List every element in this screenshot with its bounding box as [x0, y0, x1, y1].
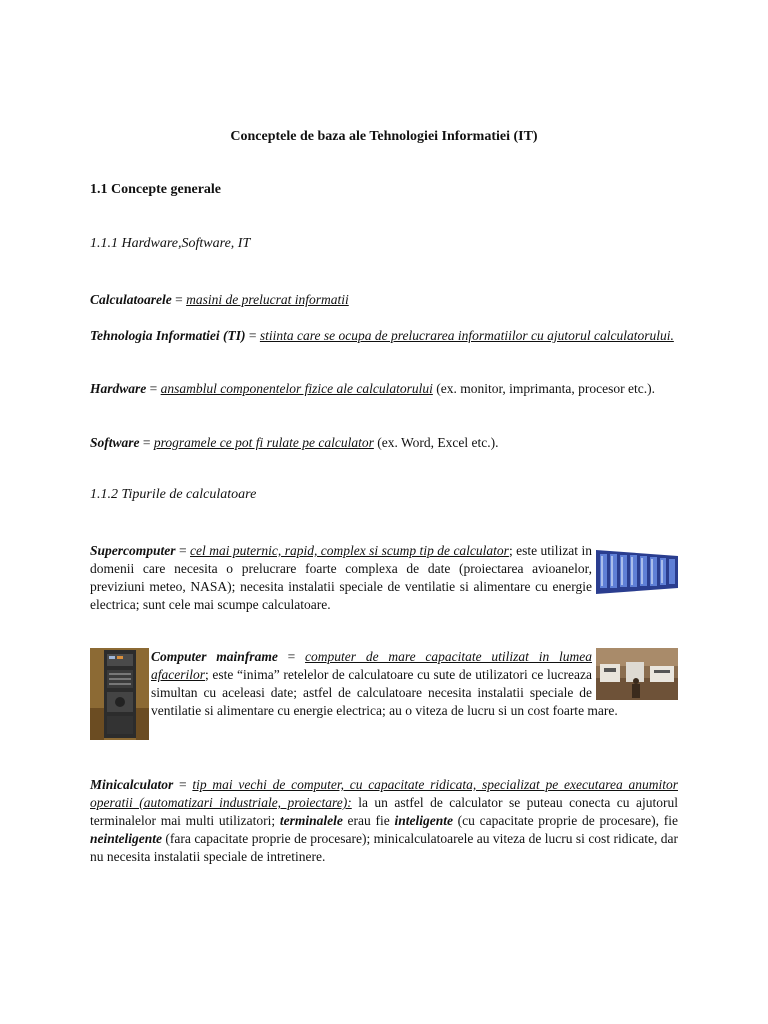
- term-terminalele: terminalele: [279, 813, 343, 828]
- supercomputer-description: ; este utilizat in domenii care necesita o prelucrare foarte complexa de date (proiectarea avioanelor, previziuni meteo, NASA); necesita instalatii speciale de ventilatie si alimentare cu energie electrica; sunt cele mai scumpe calculatoare.: [90, 543, 592, 612]
- definition-hardware: ansamblul componentelor fizice ale calculatorului: [160, 381, 433, 396]
- definition-supercomputer: cel mai puternic, rapid, complex si scump tip de calculator: [190, 543, 509, 558]
- minicalculator-text-1: la un astfel de calculator se puteau conecta cu ajutorul terminalelor mai multi utilizatori;: [90, 795, 678, 828]
- term-tehnologia-informatiei: Tehnologia Informatiei (TI): [90, 328, 246, 343]
- minicalculator-text-3: (cu capacitate proprie de procesare), fie: [452, 813, 678, 828]
- definition-mainframe: computer de mare capacitate utilizat in lumea afacerilor: [151, 649, 593, 682]
- term-calculatoarele: Calculatoarele: [90, 292, 172, 307]
- definition-tehnologia-informatiei: stiinta care se ocupa de prelucrarea informatiilor cu ajutorul calculatorului.: [259, 328, 674, 343]
- equals-sign: =: [277, 649, 306, 664]
- software-examples: (ex. Word, Excel etc.).: [373, 435, 499, 450]
- minicalculator-text-4: (fara capacitate proprie de procesare); minicalculatoarele au viteza de lucru si cost ridicate, dar nu necesita instalatii speciale de intretinere.: [90, 831, 678, 864]
- term-mainframe: Computer mainframe: [151, 649, 278, 664]
- subsection-heading-tipuri: 1.1.2 Tipurile de calculatoare: [90, 487, 257, 502]
- paragraph-supercomputer: [90, 542, 678, 614]
- paragraph-software: [90, 434, 678, 452]
- equals-sign: =: [139, 435, 154, 450]
- equals-sign: =: [173, 777, 193, 792]
- paragraph-tehnologia-informatiei: [90, 327, 678, 345]
- equals-sign: =: [245, 328, 260, 343]
- equals-sign: =: [146, 381, 161, 396]
- subsection-heading-hardware-software: 1.1.1 Hardware,Software, IT: [90, 236, 251, 251]
- term-software: Software: [90, 435, 140, 450]
- term-minicalculator: Minicalculator: [90, 777, 174, 792]
- supercomputer-image: [596, 542, 678, 598]
- definition-software: programele ce pot fi rulate pe calculator: [153, 435, 374, 450]
- mainframe-room-image: [596, 648, 678, 700]
- paragraph-mainframe: [90, 648, 678, 740]
- term-hardware: Hardware: [90, 381, 147, 396]
- minicalculator-text-2: erau fie: [342, 813, 395, 828]
- mainframe-cabinet-image: [90, 648, 149, 740]
- term-neinteligente: neinteligente: [90, 831, 162, 846]
- paragraph-calculatoarele: [90, 291, 678, 309]
- paragraph-hardware: [90, 380, 678, 398]
- term-supercomputer: Supercomputer: [90, 543, 176, 558]
- equals-sign: =: [175, 543, 191, 558]
- definition-minicalculator: tip mai vechi de computer, cu capacitate ridicata, specializat pe executarea anumitor operatii (automatizari industriale, proiectare):: [90, 777, 678, 810]
- definition-calculatoarele: masini de prelucrat informatii: [186, 292, 349, 307]
- paragraph-minicalculator: [90, 776, 678, 866]
- mainframe-description: ; este “inima” retelelor de calculatoare cu sute de utilizatori ce lucreaza simultan cu aceleasi date; astfel de calculatoare necesita instalatii speciale de ventilatie si alimentare cu energie electrica; au o viteza de lucru si un cost foarte mare.: [151, 667, 618, 718]
- hardware-examples: (ex. monitor, imprimanta, procesor etc.).: [432, 381, 655, 396]
- section-heading: 1.1 Concepte generale: [90, 182, 222, 197]
- document-title: Conceptele de baza ale Tehnologiei Informatiei (IT): [230, 129, 538, 144]
- term-inteligente: inteligente: [394, 813, 453, 828]
- equals-sign: =: [171, 292, 187, 307]
